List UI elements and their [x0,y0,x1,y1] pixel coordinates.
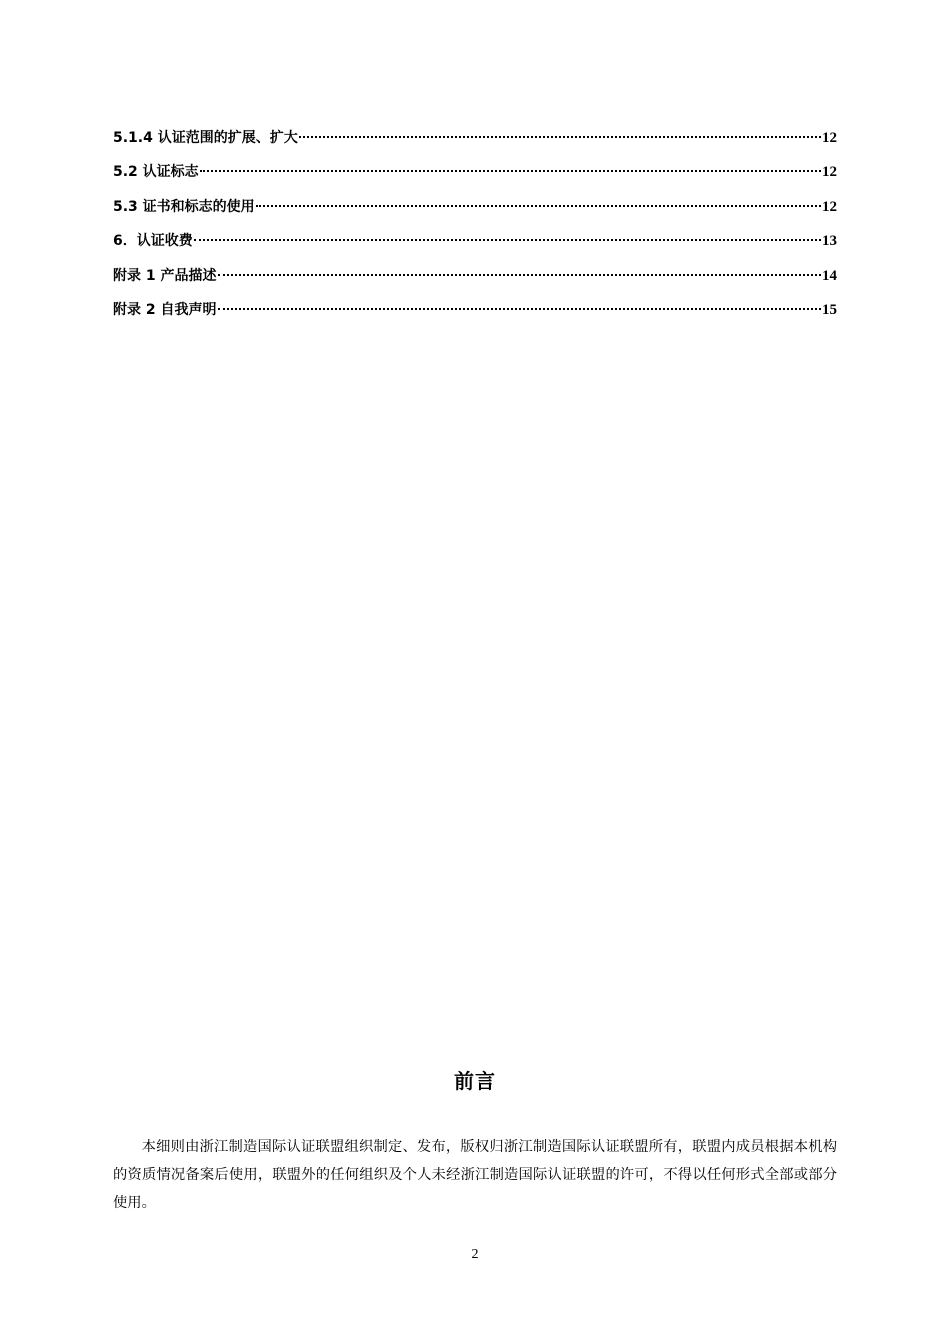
toc-dot-leader [299,136,821,138]
toc-dot-leader [200,170,821,172]
toc-entry-label: 5.3 证书和标志的使用 [113,198,255,215]
toc-entry-page: 12 [822,198,837,215]
toc-entry[interactable] [113,162,837,196]
toc-entry[interactable] [113,197,837,231]
toc-entry-label: 6．认证收费 [113,233,193,250]
toc-entry-label: 附录 1 产品描述 [113,267,217,284]
toc-dot-leader [256,205,821,207]
toc-entry[interactable] [113,231,837,265]
table-of-contents [113,128,837,334]
toc-entry-page: 15 [822,301,837,318]
toc-dot-leader [194,239,821,241]
toc-entry-label: 附录 2 自我声明 [113,301,217,318]
toc-entry-page: 12 [822,164,837,181]
page-number: 2 [471,1247,479,1262]
toc-entry-label: 5.2 认证标志 [113,164,199,181]
toc-entry-page: 13 [822,233,837,250]
toc-dot-leader [218,308,822,310]
toc-entry[interactable] [113,300,837,334]
toc-dot-leader [218,274,822,276]
toc-entry[interactable] [113,128,837,162]
toc-entry-label: 5.1.4 认证范围的扩展、扩大 [113,130,298,146]
preface-heading: 前言 [454,1069,496,1093]
toc-entry-page: 12 [822,130,837,146]
toc-entry-page: 14 [822,267,837,284]
toc-entry[interactable] [113,266,837,300]
preface-paragraph: 本细则由浙江制造国际认证联盟组织制定、发布，版权归浙江制造国际认证联盟所有，联盟内成员根据本机构的资质情况备案后使用，联盟外的任何组织及个人未经浙江制造国际认证联盟的许可，不得以任何形式全部或部分使用。 [113,1139,837,1211]
